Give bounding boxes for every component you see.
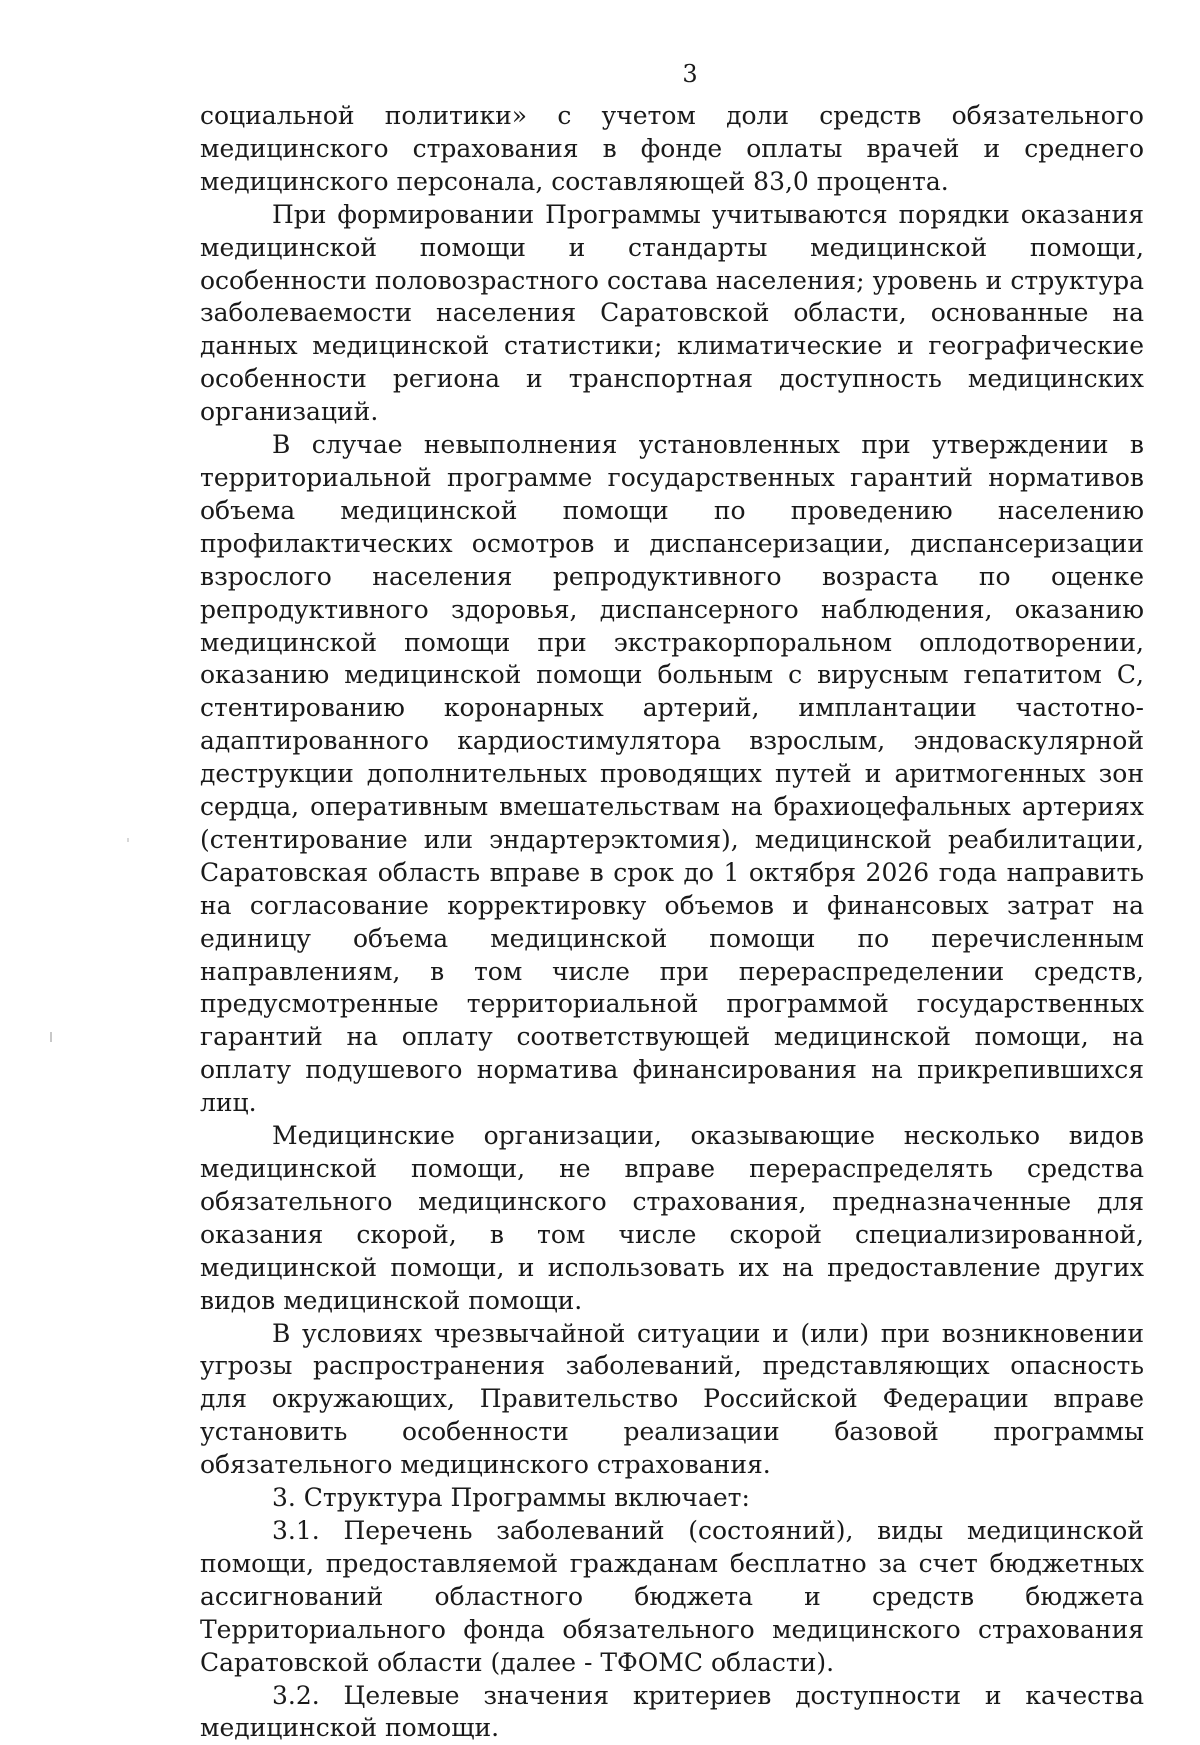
paragraph-program-structure: 3. Структура Программы включает: xyxy=(200,1482,1144,1515)
scan-margin-mark xyxy=(127,838,129,842)
paragraph-emergency-situation: В условиях чрезвычайной ситуации и (или) при возникновении угрозы распространения заболеваний, представляющих опасность для окружающих, Правительство Российской Федерации вправе установить особенности реализации базовой программы обязательного медицинского страхования. xyxy=(200,1318,1144,1483)
paragraph-continuation: социальной политики» с учетом доли средств обязательного медицинского страхования в фонде оплаты врачей и среднего медицинского персонала, составляющей 83,0 процента. xyxy=(200,100,1144,199)
paragraph-structure-item-3-2: 3.2. Целевые значения критериев доступности и качества медицинской помощи. xyxy=(200,1680,1144,1745)
page-number: 3 xyxy=(0,62,1200,86)
paragraph-medical-organizations: Медицинские организации, оказывающие несколько видов медицинской помощи, не вправе перераспределять средства обязательного медицинского страхования, предназначенные для оказания скорой, в том числе скорой специализированной, медицинской помощи, и использовать их на предоставление других видов медицинской помощи. xyxy=(200,1120,1144,1317)
document-body xyxy=(200,100,1144,1745)
scan-margin-mark xyxy=(50,1032,52,1042)
paragraph-program-formation: При формировании Программы учитываются порядки оказания медицинской помощи и стандарты медицинской помощи, особенности половозрастного состава населения; уровень и структура заболеваемости населения Саратовской области, основанные на данных медицинской статистики; климатические и географические особенности региона и транспортная доступность медицинских организаций. xyxy=(200,199,1144,429)
paragraph-structure-item-3-1: 3.1. Перечень заболеваний (состояний), виды медицинской помощи, предоставляемой гражданам бесплатно за счет бюджетных ассигнований областного бюджета и средств бюджета Территориального фонда обязательного медицинского страхования Саратовской области (далее - ТФОМС области). xyxy=(200,1515,1144,1680)
paragraph-volume-correction: В случае невыполнения установленных при утверждении в территориальной программе государственных гарантий нормативов объема медицинской помощи по проведению населению профилактических осмотров и диспансеризации, диспансеризации взрослого населения репродуктивного возраста по оценке репродуктивного здоровья, диспансерного наблюдения, оказанию медицинской помощи при экстракорпоральном оплодотворении, оказанию медицинской помощи больным с вирусным гепатитом С, стентированию коронарных артерий, имплантации частотно-адаптированного кардиостимулятора взрослым, эндоваскулярной деструкции дополнительных проводящих путей и аритмогенных зон сердца, оперативным вмешательствам на брахиоцефальных артериях (стентирование или эндартерэктомия), медицинской реабилитации, Саратовская область вправе в срок до 1 октября 2026 года направить на согласование корректировку объемов и финансовых затрат на единицу объема медицинской помощи по перечисленным направлениям, в том числе при перераспределении средств, предусмотренные территориальной программой государственных гарантий на оплату соответствующей медицинской помощи, на оплату подушевого норматива финансирования на прикрепившихся лиц. xyxy=(200,429,1144,1120)
